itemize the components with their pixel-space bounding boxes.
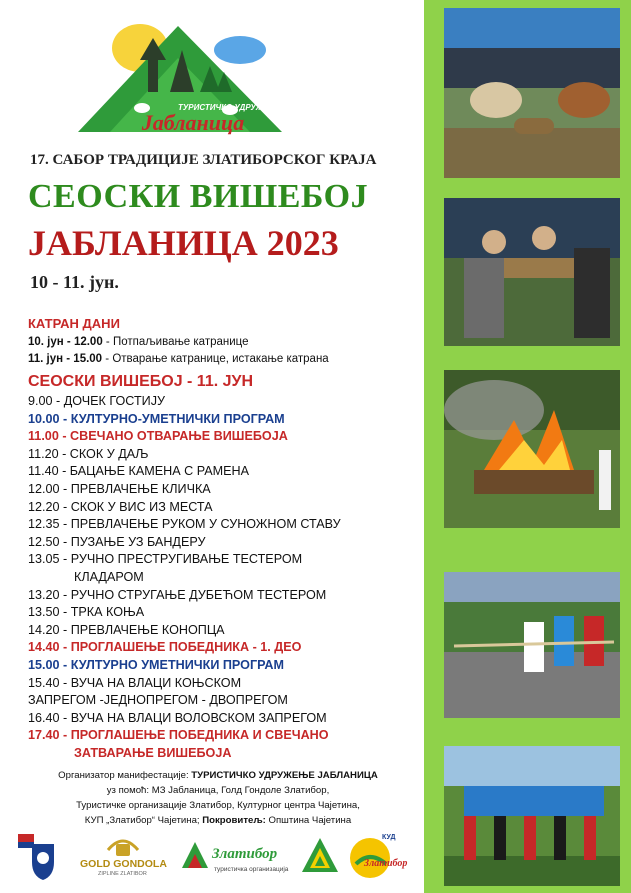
logo-name: Јабланица: [141, 110, 245, 135]
schedule-item: 15.40 - ВУЧА НА ВЛАЦИ КОЊСКОМ: [28, 675, 242, 690]
schedule-item: 12.35 - ПРЕВЛАЧЕЊЕ РУКОМ У СУНОЖНОМ СТАВУ: [28, 517, 341, 532]
schedule-list: [28, 393, 420, 762]
schedule-item: 13.20 - РУЧНО СТРУГАЊЕ ДУБЕЋОМ ТЕСТЕРОМ: [28, 587, 327, 602]
katran-item: 11. јун - 15.00 - Отварање катранице, истакање катрана: [28, 353, 329, 365]
schedule-heading: СЕОСКИ ВИШЕБОЈ - 11. ЈУН: [28, 373, 254, 390]
organizer-credits: Организатор манифестације: ТУРИСТИЧКО УДРУЖЕЊЕ ЈАБЛАНИЦА уз помоћ: МЗ Јабланица, Голд Гондоле Златибор, Туристичке организације Златибор, Културног центра Чајетина, КУП „Златибор“ Чајетина; Покровитељ: Општина Чајетина: [58, 770, 378, 826]
schedule-item: ЗАПРЕГОМ -ЈЕДНОПРЕГОМ - ДВОПРЕГОМ: [28, 693, 288, 708]
zlatibor-tourism-logo: Златибор туристичка организација: [180, 828, 290, 884]
katran-item: 10. јун - 12.00 - Потпаљивање катранице: [28, 336, 249, 348]
event-location-year: ЈАБЛАНИЦА 2023: [28, 223, 339, 263]
logo-subtitle: ТУРИСТИЧКО УДРУЖЕЊЕ: [178, 103, 283, 112]
katran-heading: КАТРАН ДАНИ: [28, 316, 120, 331]
festival-edition: 17. САБОР ТРАДИЦИЈЕ ЗЛАТИБОРСКОГ КРАЈА: [30, 152, 377, 168]
schedule-item: 16.40 - ВУЧА НА ВЛАЦИ ВОЛОВСКОМ ЗАПРЕГОМ: [28, 710, 327, 725]
photo-strip: [424, 0, 631, 893]
event-dates: 10 - 11. јун.: [30, 272, 119, 292]
schedule-item: 14.20 - ПРЕВЛАЧЕЊЕ КОНОПЦА: [28, 622, 225, 637]
schedule-item: 13.05 - РУЧНО ПРЕСТРУГИВАЊЕ ТЕСТЕРОМ: [28, 552, 303, 567]
photo-oxen-pulling-log: [444, 8, 620, 178]
schedule-item: ЗАТВАРАЊЕ ВИШЕБОЈА: [74, 745, 232, 760]
coat-of-arms-icon: [14, 828, 64, 884]
event-title: СЕОСКИ ВИШЕБОЈ: [28, 178, 369, 215]
schedule-item: 11.40 - БАЦАЊЕ КАМЕНА С РАМЕНА: [28, 464, 250, 479]
schedule-item: 12.50 - ПУЗАЊЕ УЗ БАНДЕРУ: [28, 534, 206, 549]
schedule-item: 10.00 - КУЛТУРНО-УМЕТНИЧКИ ПРОГРАМ: [28, 411, 285, 426]
schedule-item: 14.40 - ПРОГЛАШЕЊЕ ПОБЕДНИКА - 1. ДЕО: [28, 640, 302, 655]
schedule-item: 11.20 - СКОК У ДАЉ: [28, 446, 149, 461]
schedule-item: 12.20 - СКОК У ВИС ИЗ МЕСТА: [28, 499, 213, 514]
photo-folk-dancers: [444, 746, 620, 886]
photo-men-sawing-log: [444, 198, 620, 346]
triangle-logo-icon: [300, 828, 340, 884]
photo-katran-fire: [444, 370, 620, 528]
schedule-item: 12.00 - ПРЕВЛАЧЕЊЕ КЛИЧКА: [28, 481, 211, 496]
schedule-item: 17.40 - ПРОГЛАШЕЊЕ ПОБЕДНИКА И СВЕЧАНО: [28, 728, 329, 743]
schedule-item: КЛАДАРОМ: [74, 569, 144, 584]
schedule-item: 11.00 - СВЕЧАНО ОТВАРАЊЕ ВИШЕБОЈА: [28, 429, 288, 444]
schedule-item: 9.00 - ДОЧЕК ГОСТИЈУ: [28, 394, 166, 408]
schedule-item: 13.50 - ТРКА КОЊА: [28, 605, 145, 620]
sponsor-logos: [14, 828, 424, 884]
photo-tug-of-war: [444, 572, 620, 718]
schedule-item: 15.00 - КУЛТУРНО УМЕТНИЧКИ ПРОГРАМ: [28, 657, 284, 672]
gold-gondola-logo: GOLD GONDOLA ZIPLINE ZLATIBOR: [78, 828, 168, 884]
kud-zlatibor-logo: КУД Златибор: [348, 828, 424, 884]
